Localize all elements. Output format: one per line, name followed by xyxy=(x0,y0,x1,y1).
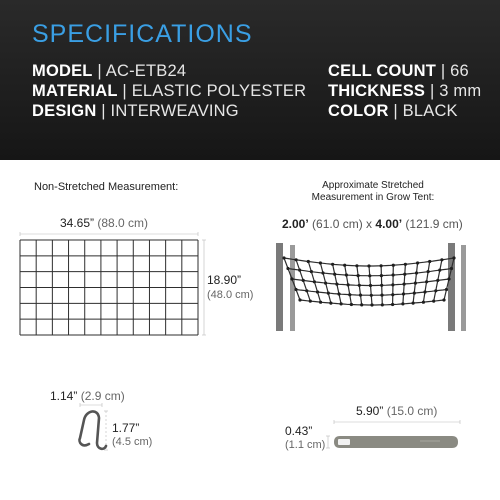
spec-sep: | xyxy=(388,102,403,120)
spec-key: MATERIAL xyxy=(32,82,118,100)
stretched-height-cm: (121.9 cm) xyxy=(402,217,463,231)
page-title: SPECIFICATIONS xyxy=(32,20,253,48)
spec-key: THICKNESS xyxy=(328,82,426,100)
spec-sep: | xyxy=(92,62,106,80)
strap-body xyxy=(334,436,458,448)
spec-sep: | xyxy=(117,82,132,100)
spec-value: INTERWEAVING xyxy=(110,102,239,120)
strap-width-inches: 0.43” xyxy=(285,424,313,438)
spec-value: ELASTIC POLYESTER xyxy=(131,82,307,100)
flat-net-caption: Non-Stretched Measurement: xyxy=(34,181,179,193)
spec-sep: | xyxy=(425,82,440,100)
strap-length-cm: (15.0 cm) xyxy=(386,404,438,418)
hook-width-inches: 1.14” xyxy=(50,389,78,403)
spec-value: 3 mm xyxy=(439,82,482,100)
hook-width-cm: (2.9 cm) xyxy=(80,389,125,403)
spec-value: AC-ETB24 xyxy=(105,62,187,80)
strap-length-inches: 5.90” xyxy=(356,404,384,418)
flat-net-height-cm: (48.0 cm) xyxy=(207,289,254,301)
spec-key: COLOR xyxy=(328,102,389,120)
flat-net-height-inches: 18.90” xyxy=(207,273,242,287)
spec-key: DESIGN xyxy=(32,102,97,120)
spec-key: MODEL xyxy=(32,62,93,80)
hook-height-inches: 1.77” xyxy=(112,421,140,435)
strap-buckle-slot xyxy=(338,439,350,445)
hook-height-cm: (4.5 cm) xyxy=(112,436,153,448)
spec-sep: | xyxy=(436,62,451,80)
stretched-caption-line2: Measurement in Grow Tent: xyxy=(311,192,435,203)
spec-value: BLACK xyxy=(402,102,458,120)
width-cm: (88.0 cm) xyxy=(97,216,149,230)
spec-key: CELL COUNT xyxy=(328,62,437,80)
width-inches: 34.65” xyxy=(60,216,95,230)
stretched-height: 4.00’ xyxy=(375,217,403,231)
stretched-width-cm: (61.0 cm) x xyxy=(308,217,376,231)
spec-value: 66 xyxy=(450,62,469,80)
stretched-caption-line1: Approximate Stretched xyxy=(322,180,424,191)
stretched-width: 2.00’ xyxy=(282,217,309,231)
spec-sep: | xyxy=(96,102,111,120)
strap-width-cm: (1.1 cm) xyxy=(285,439,326,451)
